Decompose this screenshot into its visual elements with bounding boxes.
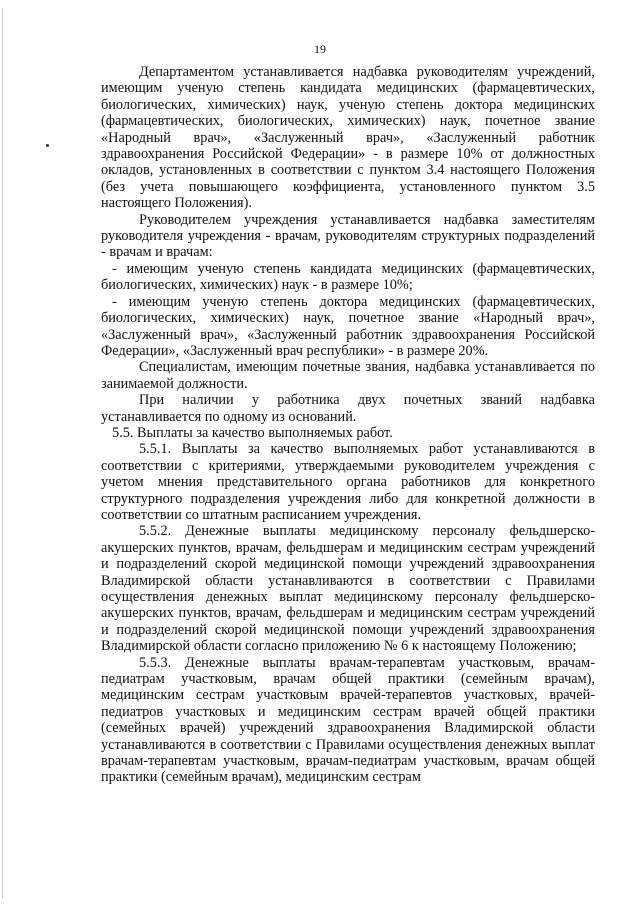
paragraph-head-allowance: Департаментом устанавливается надбавка руководителям учреждений, имеющим ученую степень кандидата медицинских (фармацевтических, биологических, химических) наук, ученую степень доктора медицинских (фармацевтических, биологических, химических) наук, почетное звание «Народный врач», «Заслуженный врач», «Заслуженный работник здравоохранения Российской Федерации» - в размере 10% от должностных окладов, установленных в соответствии с пунктом 3.4 настоящего Положения (без учета повышающего коэффициента, установленного пунктом 3.5 настоящего Положения). <box>101 64 595 212</box>
list-item-doctor-degree: - имеющим ученую степень доктора медицинских (фармацевтических, биологических, химических) наук, почетное звание «Народный врач», «Заслуженный врач», «Заслуженный работник здравоохранения Российской Федерации», «Заслуженный врач республики» - в размере 20%. <box>101 293 595 359</box>
paragraph-5-5-3: 5.5.3. Денежные выплаты врачам-терапевтам участковым, врачам-педиатрам участковым, врачам общей практики (семейным врачам), медицинским сестрам участковым врачей-терапевтов участковых, врачей-педиатров участковых и медицинским сестрам врачей общей практики (семейных врачей) учреждений здравоохранения Владимирской области устанавливаются в соответствии с Правилами осуществления денежных выплат врачам-терапевтам участковым, врачам-педиатрам участковым, врачам общей практики (семейным врачам), медицинским сестрам <box>101 654 595 786</box>
body-text <box>101 64 595 786</box>
paragraph-honorary-titles: Специалистам, имеющим почетные звания, надбавка устанавливается по занимаемой должности. <box>101 359 595 392</box>
section-heading-5-5: 5.5. Выплаты за качество выполняемых работ. <box>112 424 393 441</box>
paragraph-deputy-allowance: Руководителем учреждения устанавливается надбавка заместителям руководителя учреждения - врачам, руководителям структурных подразделений - врачам и врачам: <box>101 211 595 261</box>
paragraph-5-5-1: 5.5.1. Выплаты за качество выполняемых работ устанавливаются в соответствии с критериями, утверждаемыми руководителем учреждения с учетом мнения представительного органа работников для конкретного структурного подразделения учреждения либо для конкретной должности в соответствии со штатным расписанием учреждения. <box>101 441 595 523</box>
list-item-candidate-degree: - имеющим ученую степень кандидата медицинских (фармацевтических, биологических, химических) наук - в размере 10%; <box>101 260 595 294</box>
paragraph-5-5-2: 5.5.2. Денежные выплаты медицинскому персоналу фельдшерско-акушерских пунктов, врачам, фельдшерам и медицинским сестрам учреждений и подразделений скорой медицинской помощи учреждений здравоохранения Владимирской области устанавливаются в соответствии с Правилами осуществления денежных выплат медицинскому персоналу фельдшерско-акушерских пунктов, врачам, фельдшерам и медицинским сестрам учреждений и подразделений скорой медицинской помощи учреждений здравоохранения Владимирской области согласно приложению № 6 к настоящему Положению; <box>101 523 595 655</box>
scan-edge-line <box>2 8 3 898</box>
paragraph-two-titles: При наличии у работника двух почетных званий надбавка устанавливается по одному из оснований. <box>101 392 595 425</box>
page-number: 19 <box>314 42 326 56</box>
margin-dot <box>46 144 49 147</box>
